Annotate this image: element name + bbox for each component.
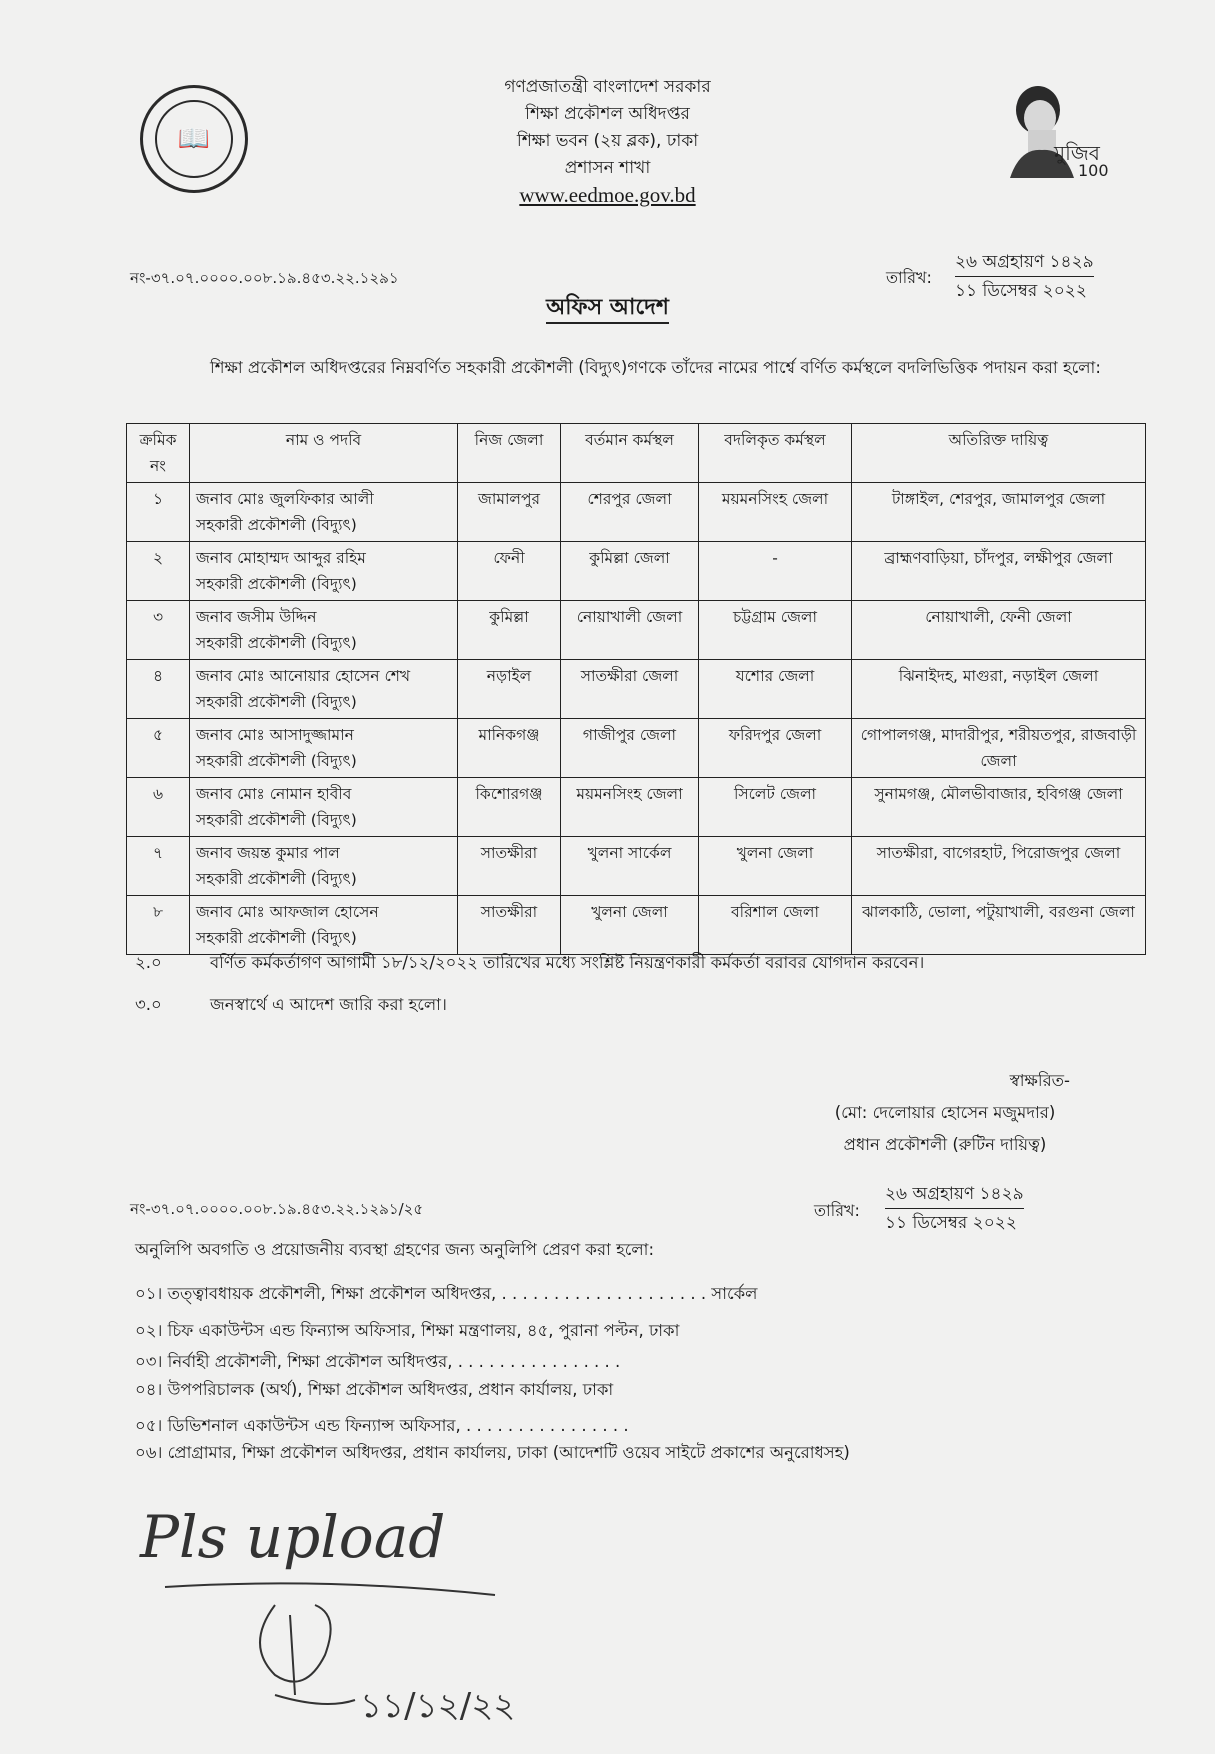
row-name: জনাব মোঃ নোমান হাবীব xyxy=(196,785,352,803)
letterhead-line-4: প্রশাসন শাখা xyxy=(564,158,651,178)
row-home-district: কিশোরগঞ্জ xyxy=(458,778,561,837)
signatory-designation: প্রধান প্রকৌশলী (রুটিন দায়িত্ব) xyxy=(843,1135,1047,1154)
row-serial: ৬ xyxy=(127,778,190,837)
row-serial: ৪ xyxy=(127,660,190,719)
emblem-book-icon: 📖 xyxy=(155,100,233,178)
row-transfer-station: সিলেট জেলা xyxy=(699,778,852,837)
handwritten-note-signature xyxy=(125,1495,545,1740)
handwritten-note: Pls upload xyxy=(140,1503,446,1571)
row-transfer-station: যশোর জেলা xyxy=(699,660,852,719)
handwritten-date: ১১/১২/২২ xyxy=(360,1686,516,1726)
row-name-designation xyxy=(190,837,458,896)
copy-date xyxy=(885,1180,1024,1237)
row-serial: ৫ xyxy=(127,719,190,778)
paragraph-number: ২.০ xyxy=(135,953,162,972)
row-current-station: সাতক্ষীরা জেলা xyxy=(561,660,699,719)
row-transfer-station: ফরিদপুর জেলা xyxy=(699,719,852,778)
row-name: জনাব মোহাম্মদ আব্দুর রহিম xyxy=(196,549,366,567)
table-header-row xyxy=(127,424,1146,483)
row-current-station: নোয়াখালী জেলা xyxy=(561,601,699,660)
table-row xyxy=(127,778,1146,837)
row-current-station: শেরপুর জেলা xyxy=(561,483,699,542)
row-transfer-station: খুলনা জেলা xyxy=(699,837,852,896)
row-designation: সহকারী প্রকৌশলী (বিদ্যুৎ) xyxy=(196,929,357,947)
row-additional-duty: ব্রাহ্মণবাড়িয়া, চাঁদপুর, লক্ষীপুর জেলা xyxy=(852,542,1146,601)
col-additional-duty: অতিরিক্ত দায়িত্ব xyxy=(852,424,1146,483)
copy-recipient-item: ০৬। প্রোগ্রামার, শিক্ষা প্রকৌশল অধিদপ্তর, প্রধান কার্যালয়, ঢাকা (আদেশটি ওয়েব সাইটে প্রকাশের অনুরোধসহ) xyxy=(135,1443,850,1462)
row-name: জনাব মোঃ আসাদুজ্জামান xyxy=(196,726,354,744)
svg-text:মুজিব: মুজিব xyxy=(1054,141,1100,165)
paragraph-text: বর্ণিত কর্মকর্তাগণ আগামী ১৮/১২/২০২২ তারিখের মধ্যে সংশ্লিষ্ট নিয়ন্ত্রণকারী কর্মকর্তা বরাবর যোগদান করবেন। xyxy=(210,953,925,972)
table-row xyxy=(127,542,1146,601)
letterhead-line-3: শিক্ষা ভবন (২য় ব্লক), ঢাকা xyxy=(516,131,699,151)
table-row xyxy=(127,719,1146,778)
row-serial: ৩ xyxy=(127,601,190,660)
row-home-district: মানিকগঞ্জ xyxy=(458,719,561,778)
memo-reference-number: নং-৩৭.০৭.০০০০.০০৮.১৯.৪৫৩.২২.১২৯১ xyxy=(130,269,399,287)
copy-date-label: তারিখ: xyxy=(814,1201,860,1220)
row-name-designation xyxy=(190,601,458,660)
row-designation: সহকারী প্রকৌশলী (বিদ্যুৎ) xyxy=(196,516,357,534)
table-row xyxy=(127,601,1146,660)
row-additional-duty: গোপালগঞ্জ, মাদারীপুর, শরীয়তপুর, রাজবাড়ী জেলা xyxy=(852,719,1146,778)
memo-date-label: তারিখ: xyxy=(886,268,932,287)
row-designation: সহকারী প্রকৌশলী (বিদ্যুৎ) xyxy=(196,634,357,652)
row-current-station: কুমিল্লা জেলা xyxy=(561,542,699,601)
memo-date-bangla: ২৬ অগ্রহায়ণ ১৪২৯ xyxy=(955,248,1094,277)
row-additional-duty: ঝিনাইদহ, মাগুরা, নড়াইল জেলা xyxy=(852,660,1146,719)
row-name: জনাব জসীম উদ্দিন xyxy=(196,608,317,626)
copy-reference-number: নং-৩৭.০৭.০০০০.০০৮.১৯.৪৫৩.২২.১২৯১/২৫ xyxy=(130,1200,424,1218)
row-transfer-station: - xyxy=(699,542,852,601)
paragraph-number: ৩.০ xyxy=(135,995,162,1014)
row-transfer-station: বরিশাল জেলা xyxy=(699,896,852,955)
row-name-designation xyxy=(190,542,458,601)
row-designation: সহকারী প্রকৌশলী (বিদ্যুৎ) xyxy=(196,811,357,829)
memo-date-english: ১১ ডিসেম্বর ২০২২ xyxy=(955,281,1087,301)
row-name-designation xyxy=(190,719,458,778)
office-order-title xyxy=(0,290,1215,327)
row-home-district: নড়াইল xyxy=(458,660,561,719)
row-additional-duty: সুনামগঞ্জ, মৌলভীবাজার, হবিগঞ্জ জেলা xyxy=(852,778,1146,837)
row-serial: ২ xyxy=(127,542,190,601)
row-serial: ৮ xyxy=(127,896,190,955)
signature-block xyxy=(780,1065,1110,1161)
copy-recipient-item: ০৪। উপপরিচালক (অর্থ), শিক্ষা প্রকৌশল অধিদপ্তর, প্রধান কার্যালয়, ঢাকা xyxy=(135,1380,614,1399)
row-home-district: সাতক্ষীরা xyxy=(458,837,561,896)
svg-text:100: 100 xyxy=(1078,161,1109,178)
signatory-name: (মো: দেলোয়ার হোসেন মজুমদার) xyxy=(834,1103,1056,1122)
row-transfer-station: ময়মনসিংহ জেলা xyxy=(699,483,852,542)
row-name: জনাব মোঃ জুলফিকার আলী xyxy=(196,490,374,508)
row-transfer-station: চট্টগ্রাম জেলা xyxy=(699,601,852,660)
row-current-station: ময়মনসিংহ জেলা xyxy=(561,778,699,837)
copy-date-bangla: ২৬ অগ্রহায়ণ ১৪২৯ xyxy=(885,1180,1024,1209)
copy-intro: অনুলিপি অবগতি ও প্রয়োজনীয় ব্যবস্থা গ্রহণের জন্য অনুলিপি প্রেরণ করা হলো: xyxy=(135,1240,655,1259)
table-row xyxy=(127,483,1146,542)
row-name: জনাব মোঃ আনোয়ার হোসেন শেখ xyxy=(196,667,411,685)
row-serial: ৭ xyxy=(127,837,190,896)
col-current-station: বর্তমান কর্মস্থল xyxy=(561,424,699,483)
copy-recipient-item: ০৫। ডিভিশনাল একাউন্টস এন্ড ফিন্যান্স অফিসার, . . . . . . . . . . . . . . . . xyxy=(135,1416,629,1435)
row-additional-duty: নোয়াখালী, ফেনী জেলা xyxy=(852,601,1146,660)
signed-label: স্বাক্ষরিত- xyxy=(1009,1071,1070,1090)
col-transfer-station: বদলিকৃত কর্মস্থল xyxy=(699,424,852,483)
row-name-designation xyxy=(190,483,458,542)
copy-recipient-item: ০১। তত্ত্বাবধায়ক প্রকৌশলী, শিক্ষা প্রকৌশল অধিদপ্তর, . . . . . . . . . . . . . . . . . . . . সার্কেল xyxy=(135,1284,758,1303)
mujib-borsho-logo xyxy=(990,78,1110,178)
letterhead-line-1: গণপ্রজাতন্ত্রী বাংলাদেশ সরকার xyxy=(504,77,711,97)
row-home-district: সাতক্ষীরা xyxy=(458,896,561,955)
table-row xyxy=(127,660,1146,719)
table-row xyxy=(127,896,1146,955)
copy-recipient-item: ০২। চিফ একাউন্টস এন্ড ফিন্যান্স অফিসার, শিক্ষা মন্ত্রণালয়, ৪৫, পুরানা পল্টন, ঢাকা xyxy=(135,1321,680,1340)
row-designation: সহকারী প্রকৌশলী (বিদ্যুৎ) xyxy=(196,870,357,888)
row-serial: ১ xyxy=(127,483,190,542)
col-serial: ক্রমিক নং xyxy=(127,424,190,483)
col-home-district: নিজ জেলা xyxy=(458,424,561,483)
table-row xyxy=(127,837,1146,896)
col-name-designation: নাম ও পদবি xyxy=(190,424,458,483)
row-name: জনাব জয়ন্ত কুমার পাল xyxy=(196,844,340,862)
row-current-station: খুলনা সার্কেল xyxy=(561,837,699,896)
row-home-district: জামালপুর xyxy=(458,483,561,542)
row-name-designation xyxy=(190,660,458,719)
row-designation: সহকারী প্রকৌশলী (বিদ্যুৎ) xyxy=(196,752,357,770)
row-additional-duty: টাঙ্গাইল, শেরপুর, জামালপুর জেলা xyxy=(852,483,1146,542)
row-home-district: কুমিল্লা xyxy=(458,601,561,660)
row-current-station: খুলনা জেলা xyxy=(561,896,699,955)
row-additional-duty: ঝালকাঠি, ভোলা, পটুয়াখালী, বরগুনা জেলা xyxy=(852,896,1146,955)
row-name-designation xyxy=(190,896,458,955)
transfer-table xyxy=(126,423,1146,955)
copy-date-english: ১১ ডিসেম্বর ২০২২ xyxy=(885,1213,1017,1233)
row-designation: সহকারী প্রকৌশলী (বিদ্যুৎ) xyxy=(196,693,357,711)
office-order-title-text: অফিস আদেশ xyxy=(546,295,669,324)
row-name: জনাব মোঃ আফজাল হোসেন xyxy=(196,903,379,921)
intro-paragraph: শিক্ষা প্রকৌশল অধিদপ্তরের নিম্নবর্ণিত সহকারী প্রকৌশলী (বিদ্যুৎ)গণকে তাঁদের নামের পার্শ্বে বর্ণিত কর্মস্থলে বদলিভিত্তিক পদায়ন করা হলো: xyxy=(210,358,1101,377)
copy-recipient-item: ০৩। নির্বাহী প্রকৌশলী, শিক্ষা প্রকৌশল অধিদপ্তর, . . . . . . . . . . . . . . . . xyxy=(135,1352,621,1371)
letterhead-line-2: শিক্ষা প্রকৌশল অধিদপ্তর xyxy=(525,104,690,124)
row-additional-duty: সাতক্ষীরা, বাগেরহাট, পিরোজপুর জেলা xyxy=(852,837,1146,896)
row-name-designation xyxy=(190,778,458,837)
row-designation: সহকারী প্রকৌশলী (বিদ্যুৎ) xyxy=(196,575,357,593)
row-current-station: গাজীপুর জেলা xyxy=(561,719,699,778)
paragraph-text: জনস্বার্থে এ আদেশ জারি করা হলো। xyxy=(210,995,447,1014)
row-home-district: ফেনী xyxy=(458,542,561,601)
website-link[interactable]: www.eedmoe.gov.bd xyxy=(519,183,696,207)
